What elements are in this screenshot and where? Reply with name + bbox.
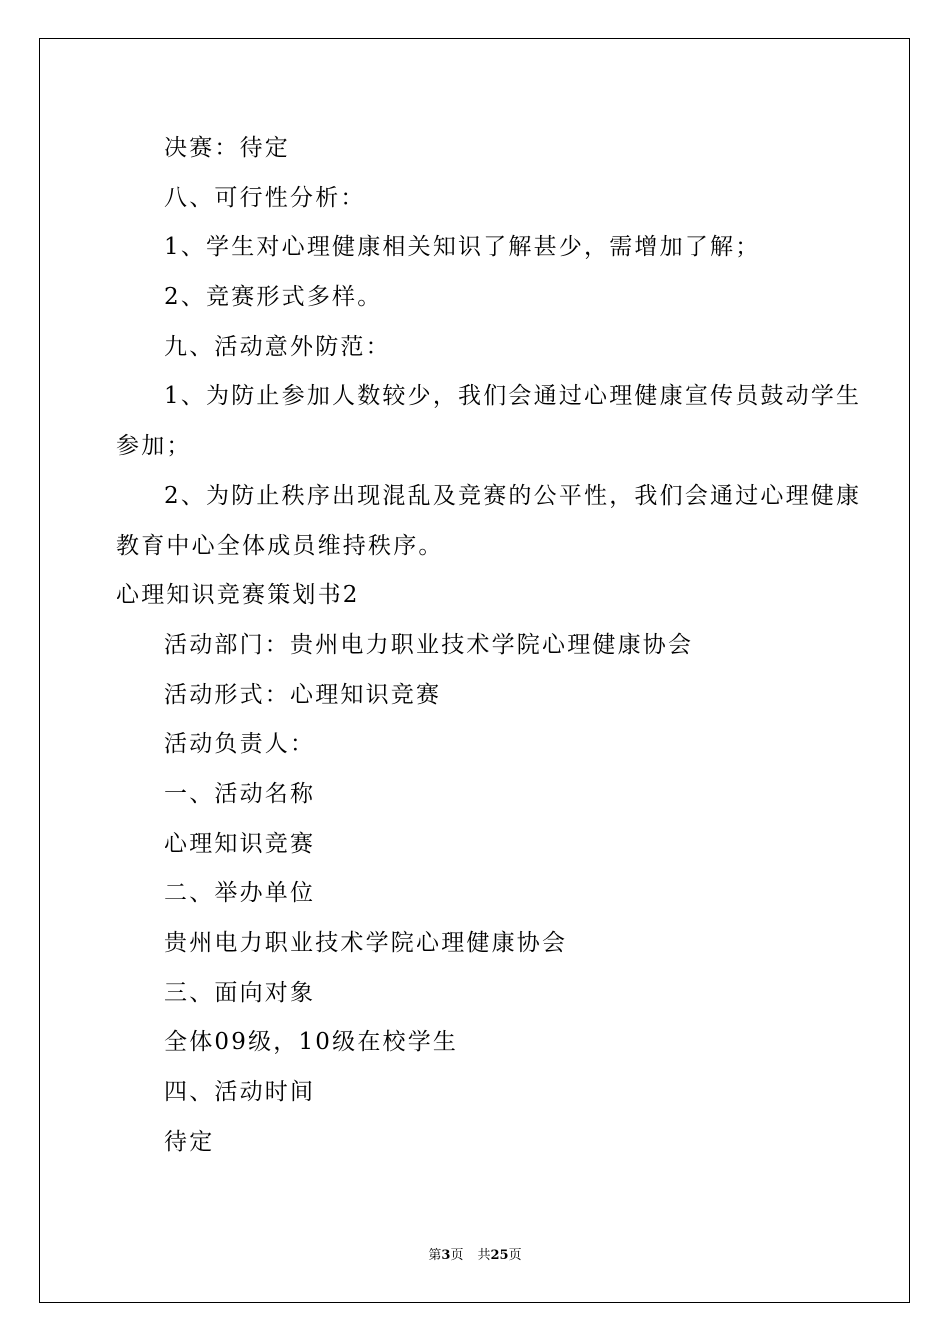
paragraph-line: 参加；	[116, 433, 192, 460]
total-pages: 25	[490, 1248, 509, 1263]
section-heading: 一、活动名称	[164, 780, 316, 807]
page-number: 3	[441, 1248, 451, 1263]
paragraph-line: 2、为防止秩序出现混乱及竞赛的公平性，我们会通过心理健康	[164, 482, 862, 509]
section-heading: 二、举办单位	[164, 880, 316, 907]
document-body	[116, 124, 862, 1167]
section-heading: 四、活动时间	[164, 1079, 316, 1106]
section-heading: 八、可行性分析：	[164, 184, 366, 211]
paragraph-line: 1、为防止参加人数较少，我们会通过心理健康宣传员鼓动学生	[164, 383, 862, 410]
paragraph-line: 活动负责人：	[164, 731, 316, 758]
paragraph-line: 1、学生对心理健康相关知识了解甚少，需增加了解；	[164, 234, 761, 261]
total-suffix: 页	[508, 1248, 522, 1263]
document-title: 心理知识竞赛策划书2	[116, 582, 360, 609]
paragraph-line: 活动部门：贵州电力职业技术学院心理健康协会	[164, 631, 694, 658]
paragraph-line: 活动形式：心理知识竞赛	[164, 681, 442, 708]
paragraph-line: 决赛：待定	[164, 135, 290, 161]
section-heading: 三、面向对象	[164, 979, 316, 1006]
total-prefix: 共	[477, 1248, 491, 1263]
page-prefix: 第	[428, 1248, 442, 1263]
section-heading: 九、活动意外防范：	[164, 333, 391, 360]
paragraph-line: 贵州电力职业技术学院心理健康协会	[164, 930, 568, 956]
paragraph-line: 2、竞赛形式多样。	[164, 284, 383, 311]
page-suffix: 页	[450, 1248, 464, 1263]
paragraph-line: 心理知识竞赛	[164, 830, 316, 857]
page-footer	[0, 1247, 950, 1265]
paragraph-line: 全体09级，10级在校学生	[164, 1029, 459, 1056]
paragraph-line: 待定	[164, 1128, 215, 1155]
paragraph-line: 教育中心全体成员维持秩序。	[116, 532, 444, 559]
